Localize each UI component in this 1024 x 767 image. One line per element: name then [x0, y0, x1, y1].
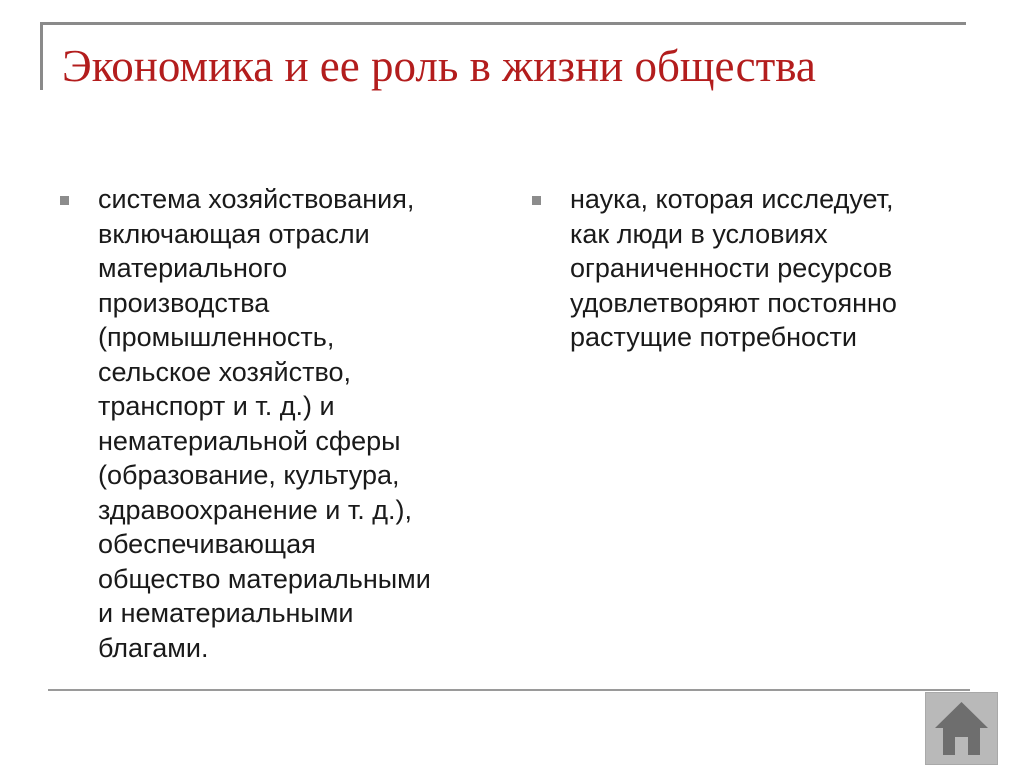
left-bullet-marker — [60, 196, 69, 205]
home-button[interactable] — [925, 692, 998, 765]
left-rule — [40, 22, 43, 90]
left-column — [60, 182, 500, 665]
right-column — [532, 182, 972, 355]
right-bullet-marker — [532, 196, 541, 205]
top-rule — [40, 22, 966, 25]
home-icon — [925, 692, 998, 765]
left-bullet-text: система хозяйствования, включающая отрасли материального производства (промышленность, сельское хозяйство, транспорт и т. д.) и нематериальной сферы (образование, культура, здравоохранение и т. д.), обеспечивающая общество материальными и нематериальными благами. — [98, 184, 431, 663]
right-bullet-text: наука, которая исследует, как люди в условиях ограниченности ресурсов удовлетворяют постоянно растущие потребности — [570, 184, 897, 352]
slide-title: Экономика и ее роль в жизни общества — [62, 41, 816, 91]
bottom-rule — [48, 689, 970, 691]
